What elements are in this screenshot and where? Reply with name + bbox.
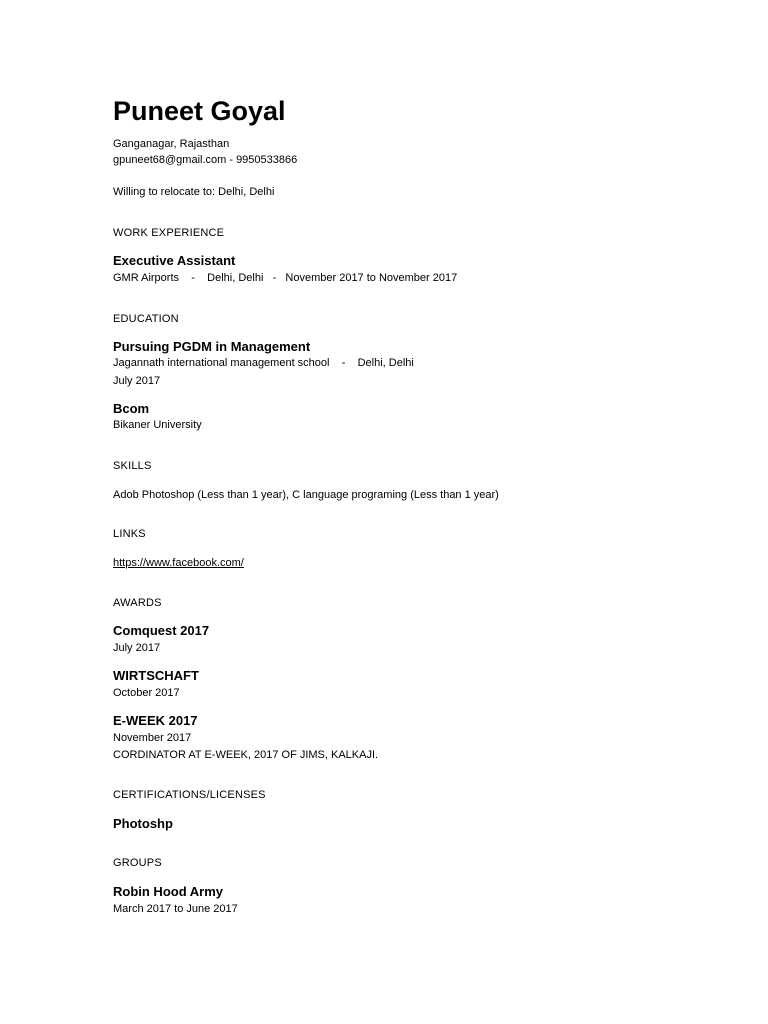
section-heading-certifications: CERTIFICATIONS/LICENSES xyxy=(113,789,266,801)
education-date: July 2017 xyxy=(113,375,161,387)
job-company: GMR Airports xyxy=(113,272,180,284)
section-heading-education: EDUCATION xyxy=(113,313,179,325)
award-title: E-WEEK 2017 xyxy=(113,713,198,728)
job-dates: November 2017 to November 2017 xyxy=(285,272,458,284)
section-heading-skills: SKILLS xyxy=(113,460,152,472)
education-school-name: Jagannath international management school xyxy=(113,357,330,369)
education-school-name: Bikaner University xyxy=(113,419,202,431)
group-dates: March 2017 to June 2017 xyxy=(113,903,238,915)
section-heading-groups: GROUPS xyxy=(113,857,162,869)
award-title: WIRTSCHAFT xyxy=(113,668,199,683)
skills-text: Adob Photoshop (Less than 1 year), C language programing (Less than 1 year) xyxy=(113,489,499,501)
award-date: July 2017 xyxy=(113,642,161,654)
education-school: Jagannath international management school - Delhi, Delhi xyxy=(113,357,414,369)
education-title: Bcom xyxy=(113,401,150,416)
group-title: Robin Hood Army xyxy=(113,884,224,899)
award-date: October 2017 xyxy=(113,687,180,699)
job-details: GMR Airports - Delhi, Delhi - November 2017 to November 2017 xyxy=(113,272,458,284)
section-heading-links: LINKS xyxy=(113,528,146,540)
job-title: Executive Assistant xyxy=(113,253,236,268)
candidate-name: Puneet Goyal xyxy=(113,96,286,126)
education-title: Pursuing PGDM in Management xyxy=(113,339,311,354)
section-heading-awards: AWARDS xyxy=(113,597,162,609)
job-location: Delhi, Delhi xyxy=(207,272,264,284)
education-location: Delhi, Delhi xyxy=(357,357,414,369)
section-heading-work: WORK EXPERIENCE xyxy=(113,227,225,239)
award-title: Comquest 2017 xyxy=(113,623,210,638)
award-date: November 2017 xyxy=(113,732,192,744)
relocate-text: Willing to relocate to: Delhi, Delhi xyxy=(113,186,275,198)
candidate-contact: gpuneet68@gmail.com - 9950533866 xyxy=(113,154,298,166)
facebook-link[interactable]: https://www.facebook.com/ xyxy=(113,557,244,569)
candidate-location: Ganganagar, Rajasthan xyxy=(113,138,230,150)
certification-title: Photoshp xyxy=(113,816,173,831)
award-description: CORDINATOR AT E-WEEK, 2017 OF JIMS, KALKAJI. xyxy=(113,749,379,761)
